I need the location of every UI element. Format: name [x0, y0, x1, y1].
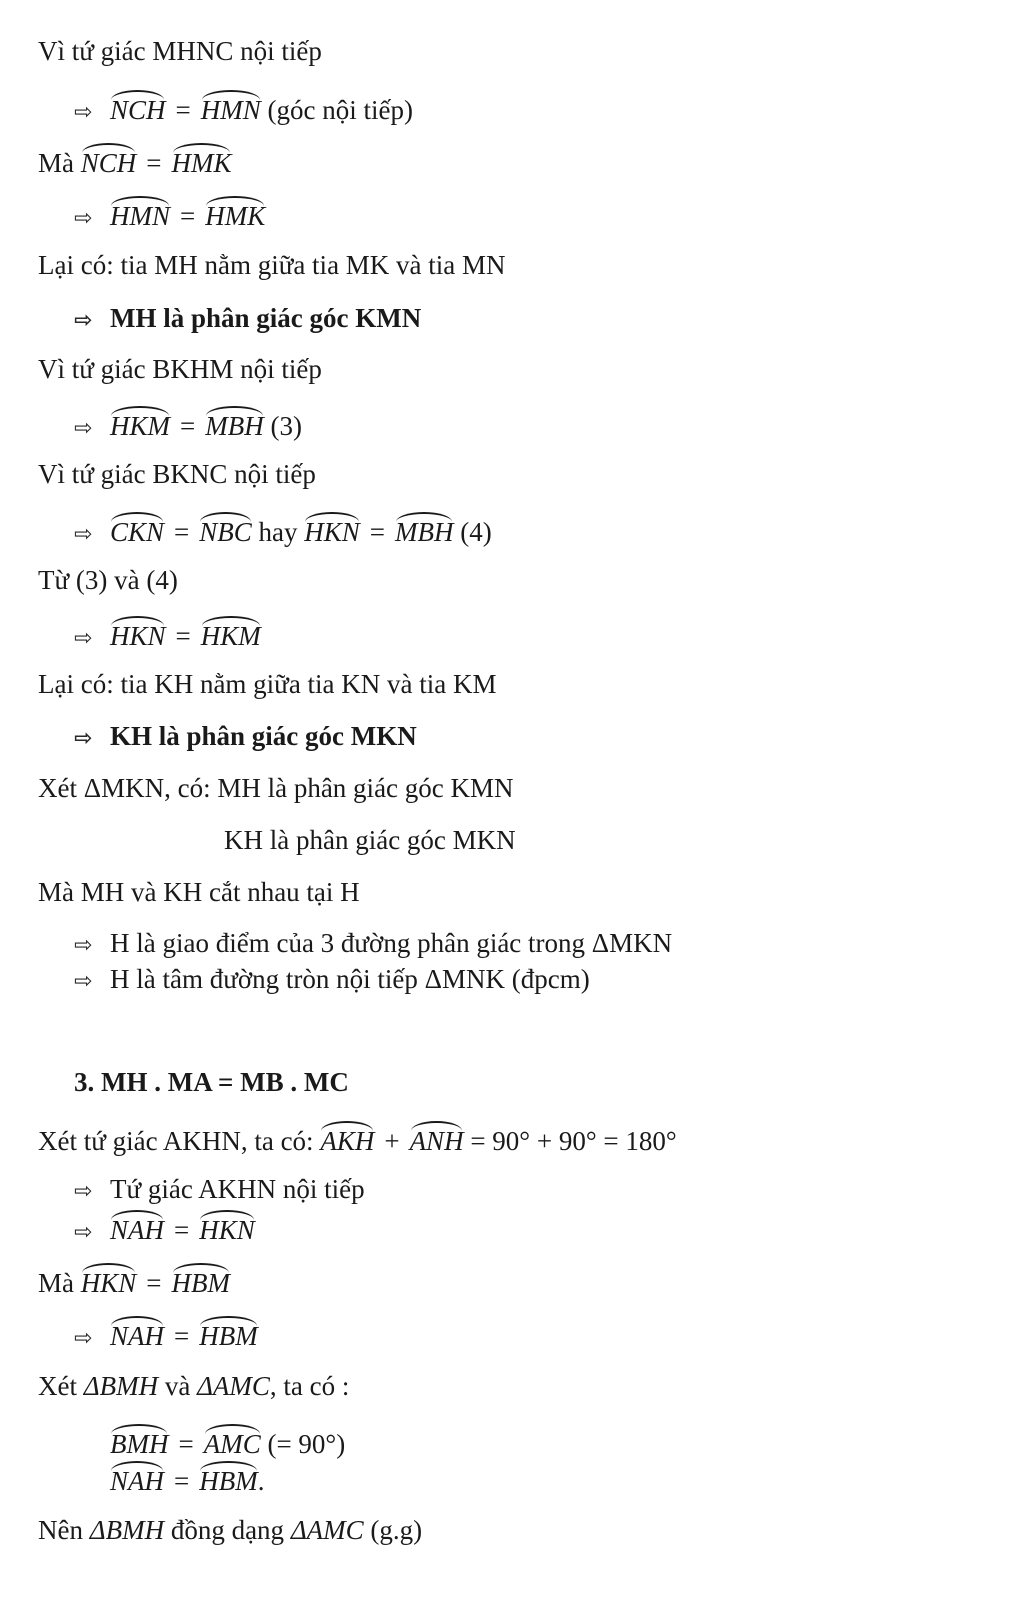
triangle: ΔAMC [197, 1371, 270, 1401]
triangle: ΔBMH [83, 1371, 159, 1401]
implication-line: ⇨ H là tâm đường tròn nội tiếp ΔMNK (đpcm) [74, 962, 590, 999]
section-heading: 3. MH . MA = MB . MC [74, 1067, 349, 1097]
math-line: Nên ΔBMH đồng dạng ΔAMC (g.g) [38, 1515, 423, 1545]
text-line: Từ (3) và (4) [38, 565, 178, 595]
implication-line: ⇨ HMN = HMK [74, 195, 265, 236]
text-line: KH là phân giác góc MKN [224, 825, 516, 855]
angle: HMK [205, 195, 265, 233]
angle: NAH [110, 1460, 164, 1498]
implication-line: ⇨ NAH = HBM [74, 1315, 258, 1356]
note: (góc nội tiếp) [267, 95, 413, 125]
implication-line: ⇨ NCH = HMN (góc nội tiếp) [74, 89, 413, 130]
text-line: Vì tứ giác BKNC nội tiếp [38, 459, 316, 489]
math-line: NAH = HBM. [110, 1460, 264, 1498]
angle: BMH [110, 1423, 168, 1461]
math-line: Xét tứ giác AKHN, ta có: AKH + ANH = 90° + 90° = 180° [38, 1120, 677, 1158]
angle: HMN [110, 195, 170, 233]
arrow-icon: ⇨ [74, 206, 93, 231]
math-line: Mà NCH = HMK [38, 142, 232, 180]
arrow-icon: ⇨ [74, 933, 93, 958]
text-line: Lại có: tia MH nằm giữa tia MK và tia MN [38, 250, 506, 280]
angle: HKM [110, 405, 170, 443]
angle: HBM [199, 1460, 257, 1498]
angle: HKN [304, 511, 360, 549]
angle: HKM [201, 615, 261, 653]
angle: HBM [199, 1315, 257, 1353]
arrow-icon: ⇨ [74, 1220, 93, 1245]
angle: AMC [204, 1423, 261, 1461]
math-line: BMH = AMC (= 90°) [110, 1423, 345, 1461]
arrow-icon: ⇨ [74, 1326, 93, 1351]
text-line: Mà MH và KH cắt nhau tại H [38, 877, 360, 907]
angle: ANH [410, 1120, 464, 1158]
implication-line: ⇨ HKN = HKM [74, 615, 261, 656]
implication-line: ⇨ NAH = HKN [74, 1209, 255, 1250]
angle: HMK [172, 142, 232, 180]
angle: MBH [205, 405, 263, 443]
arrow-icon: ⇨ [74, 626, 93, 651]
implication-line: ⇨ HKM = MBH (3) [74, 405, 302, 446]
angle: HKN [110, 615, 166, 653]
arrow-icon: ⇨ [74, 726, 93, 751]
implication-line: ⇨ Tứ giác AKHN nội tiếp [74, 1172, 365, 1209]
text-line: Vì tứ giác BKHM nội tiếp [38, 354, 322, 384]
triangle: ΔAMC [290, 1515, 364, 1545]
arrow-icon: ⇨ [74, 969, 93, 994]
angle: HMN [201, 89, 261, 127]
conclusion-line: ⇨ KH là phân giác góc MKN [74, 719, 417, 756]
math-line: Mà HKN = HBM [38, 1262, 230, 1300]
angle: HKN [81, 1262, 137, 1300]
angle: NCH [110, 89, 166, 127]
math-line: Xét ΔBMH và ΔAMC, ta có : [38, 1371, 350, 1401]
angle: HBM [172, 1262, 230, 1300]
angle: AKH [320, 1120, 374, 1158]
arrow-icon: ⇨ [74, 100, 93, 125]
conclusion-line: ⇨ MH là phân giác góc KMN [74, 301, 421, 338]
implication-line: ⇨ H là giao điểm của 3 đường phân giác trong ΔMKN [74, 926, 672, 963]
angle: CKN [110, 511, 164, 549]
arrow-icon: ⇨ [74, 308, 93, 333]
triangle: ΔBMH [89, 1515, 165, 1545]
text-line: Xét ΔMKN, có: MH là phân giác góc KMN [38, 773, 514, 803]
text-line: Vì tứ giác MHNC nội tiếp [38, 36, 322, 66]
angle: MBH [395, 511, 453, 549]
angle: NCH [81, 142, 137, 180]
arrow-icon: ⇨ [74, 416, 93, 441]
arrow-icon: ⇨ [74, 1179, 93, 1204]
angle: HKN [199, 1209, 255, 1247]
angle: NAH [110, 1209, 164, 1247]
angle: NBC [199, 511, 252, 549]
angle: NAH [110, 1315, 164, 1353]
implication-line: ⇨ CKN = NBC hay HKN = MBH (4) [74, 511, 492, 552]
arrow-icon: ⇨ [74, 522, 93, 547]
text-line: Lại có: tia KH nằm giữa tia KN và tia KM [38, 669, 497, 699]
